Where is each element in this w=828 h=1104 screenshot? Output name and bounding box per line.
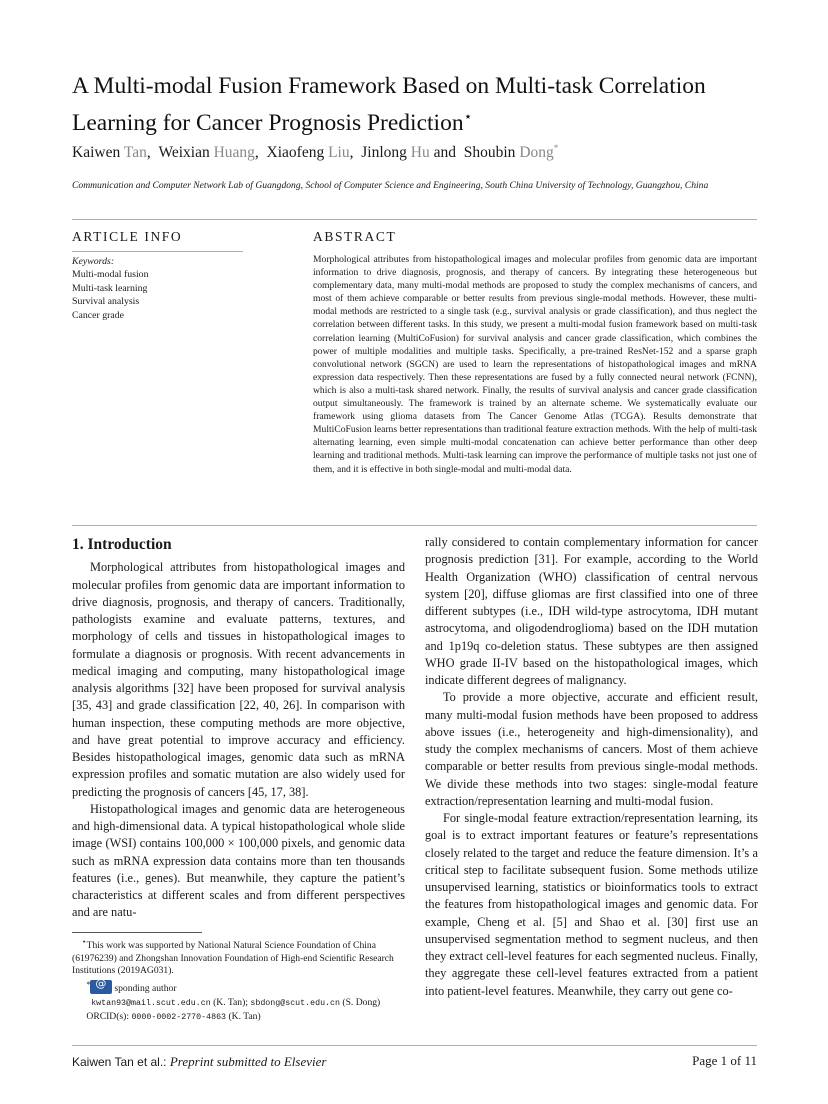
author-4-given: Jinlong xyxy=(361,144,407,162)
author-list: Kaiwen Tan, Weixian Huang, Xiaofeng Liu, Jinlong Hu and Shoubin Dong* xyxy=(72,143,559,162)
funding-footnote xyxy=(72,936,405,978)
keywords-block xyxy=(72,255,148,322)
affiliation: Communication and Computer Network Lab of Guangdong, School of Computer Science and Engineering, South China University of Technology, Guangzhou, China xyxy=(72,180,709,191)
footer-rule xyxy=(72,1045,757,1046)
footer-author: Kaiwen Tan et al.: xyxy=(72,1055,167,1069)
abstract-text: Morphological attributes from histopathological images and molecular profiles from genomic data are important information to drive diagnosis, prognosis, and therapy of cancers. By integrating these heterogeneous but complementary data, many multi-modal methods are proposed to study the complex mechanisms of cancers, and most of them achieve comparable or better results from previous single-modal methods. However, these multi-modal methods are restricted to a single task (e.g., survival analysis or grade classification), and thus neglect the correlation between different tasks. In this study, we present a multi-modal fusion framework based on multi-task correlation learning (MultiCoFusion) for survival analysis and cancer grade classification, which combines the power of multiple modalities and multiple tasks. Specifically, a pre-trained ResNet-152 and a sparse graph convolutional network (SGCN) are used to learn the representations of histopathological images and mRNA expression data respectively. Then these representations are fused by a fully connected neural network (FCNN), which is also a multi-task shared network. Finally, the results of survival analysis and cancer grade classification output simultaneously. The framework is trained by an alternate scheme. We systematically evaluate our framework using glioma datasets from The Cancer Genome Atlas (TCGA). Results demonstrate that MultiCoFusion learns better representations than traditional feature extraction methods. With the help of multi-task alternating learning, even simple multi-modal concatenation can achieve better performance than other deep learning and traditional methods. Multi-task learning can improve the performance of multiple tasks not just one of them, and it is effective in both single-modal and multi-modal data. xyxy=(313,254,757,475)
author-2-given: Weixian xyxy=(158,144,210,162)
author-3-given: Xiaofeng xyxy=(266,144,325,162)
email-address-1[interactable]: kwtan93@mail.scut.edu.cn xyxy=(91,998,211,1008)
corresponding-footnote xyxy=(72,979,405,996)
email-2-name: (S. Dong) xyxy=(342,996,381,1008)
corresponding-text: sponding author xyxy=(114,983,177,995)
orcid-label: ORCID(s): xyxy=(86,1011,130,1023)
footer-citation xyxy=(72,1054,326,1070)
intro-paragraph: rally considered to contain complementary information for cancer prognosis prediction [31]. For example, according to the World Health Organization (WHO) classification of central nervous system [20], diffuse gliomas are first classified into one of three different subtypes (i.e., IDH wild-type astrocytoma, IDH mutant astrocytoma, and oligodendroglioma) based on the IDH mutation and 1p19q co-deletion status. These subtypes are then assigned WHO grade II-IV based on the histopathological images, which indicate different degrees of malignancy. xyxy=(425,535,758,687)
author-5-given: Shoubin xyxy=(463,144,516,162)
footnote-rule xyxy=(72,932,202,933)
paper-title xyxy=(72,70,772,139)
article-info-heading: ARTICLE INFO xyxy=(72,229,183,244)
abstract-heading: ABSTRACT xyxy=(313,229,397,244)
header-rule xyxy=(72,219,757,220)
email-1-name: (K. Tan); xyxy=(213,996,248,1008)
funding-text: This work was supported by National Natural Science Foundation of China (61976239) and Zhongshan Innovation Foundation of High-end Scientific Research Institutions (2019AG031). xyxy=(72,940,394,977)
author-1-given: Kaiwen xyxy=(72,144,121,162)
author-4-family: Hu xyxy=(410,144,430,162)
left-column xyxy=(72,536,405,922)
intro-paragraph: Morphological attributes from histopathological images and molecular profiles from genomic data are important information to drive diagnosis, prognosis, and therapy of cancers. Traditionally, pathologists examine and evaluate patterns, textures, and morphology of cells and tissues in histopathological images to formulate a diagnosis or prognosis. With recent advancements in medical imaging and computing, many histopathological image analysis algorithms [32] have been proposed for survival analysis [35, 43] and grade classification [22, 40, 26]. In comparison with human inspection, these computing methods are more objective, and have great potential to improve accuracy and efficiency. Besides histopathological images, genomic data such as mRNA expression profiles and somatic mutation are also widely used for predicting the prognosis of cancers [45, 17, 38]. xyxy=(72,560,405,799)
title-footnote-mark: ⋆ xyxy=(463,110,473,125)
footnotes xyxy=(72,936,405,1026)
authors-conjunction: and xyxy=(433,144,456,162)
keyword-item: Multi-modal fusion xyxy=(72,269,149,281)
keywords-label: Keywords: xyxy=(72,256,115,267)
intro-paragraph: For single-modal feature extraction/representation learning, its goal is to extract important features or feature’s representations closely related to the target and reduce the feature dimension. It’s a critical step to facilitate subsequent fusion. Some methods utilize unsupervised learning, statistics or bioinformatics tools to extract the features from histopathological images and genomic data. For example, Cheng et al. [5] and Shao et al. [30] first use an unsupervised segmentation method to segment nucleus, and then they extract cell-level features for each segmented nucleus. Finally, they aggregate these cell-level features extracted from a patient into patient-level features. Meanwhile, they carry out gene co- xyxy=(425,811,758,998)
email-footnote xyxy=(72,997,405,1011)
footer-journal: Preprint submitted to Elsevier xyxy=(169,1054,327,1069)
title-text: A Multi-modal Fusion Framework Based on Multi-task Correlation Learning for Cancer Prognosis Prediction xyxy=(72,73,706,136)
article-info-rule xyxy=(72,251,243,252)
author-5-family: Dong xyxy=(519,144,554,162)
author-3-family: Liu xyxy=(328,144,350,162)
orcid-footnote xyxy=(72,1011,405,1025)
corresponding-footnote-mark: * xyxy=(86,979,91,989)
section-heading-introduction: 1. Introduction xyxy=(72,536,172,553)
author-1-family: Tan xyxy=(123,144,147,162)
orcid-name: (K. Tan) xyxy=(228,1011,261,1023)
intro-paragraph: Histopathological images and genomic data are heterogeneous and high-dimensional data. A typical histopathological whole slide image (WSI) contains 100,000 × 100,000 pixels, and genomic data such as mRNA expression data contains more than ten thousands features (i.e., genes). But meanwhile, they capture the patient’s characteristics at different scales and from different perspectives and are natu- xyxy=(72,801,405,920)
keyword-item: Multi-task learning xyxy=(72,282,148,294)
keyword-item: Survival analysis xyxy=(72,296,140,308)
funding-footnote-mark: ⋆ xyxy=(81,937,87,946)
orcid-id[interactable]: 0000-0002-2770-4863 xyxy=(131,1013,227,1023)
corresponding-author-mark: * xyxy=(553,143,559,153)
intro-paragraph: To provide a more objective, accurate and efficient result, many multi-modal fusion methods have been proposed to address above issues (i.e., heterogeneity and high-dimensionality), and study the complex mechanisms of cancers. Most of them achieve comparable or better results from previous single-modal methods. We divide these methods into two stages: single-modal feature extraction/representation learning and multi-modal fusion. xyxy=(425,690,758,808)
page-number: Page 1 of 11 xyxy=(692,1053,757,1068)
email-address-2[interactable]: sbdong@scut.edu.cn xyxy=(250,998,340,1008)
right-column xyxy=(425,534,758,1000)
abstract-end-rule xyxy=(72,525,757,526)
keyword-item: Cancer grade xyxy=(72,309,124,321)
author-2-family: Huang xyxy=(213,144,255,162)
email-icon xyxy=(90,980,112,994)
